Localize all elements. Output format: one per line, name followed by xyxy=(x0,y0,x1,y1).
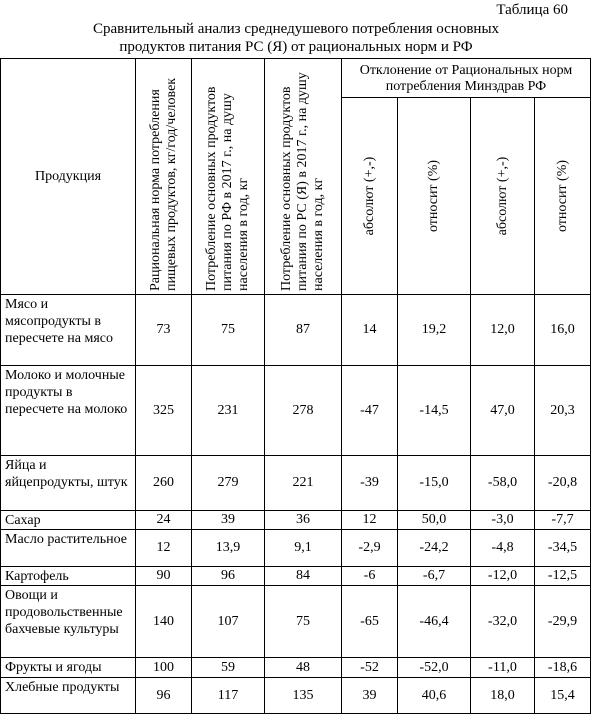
rf-value: 117 xyxy=(192,678,265,714)
abs1-value: 14 xyxy=(342,295,398,366)
norm-value: 73 xyxy=(136,295,192,366)
abs2-value: -4,8 xyxy=(471,530,535,567)
abs1-value: -52 xyxy=(342,658,398,678)
header-abs-2: абсолют (+,-) xyxy=(471,98,535,295)
rs-value: 135 xyxy=(265,678,342,714)
rf-value: 39 xyxy=(192,511,265,530)
rel2-value: -12,5 xyxy=(535,567,591,586)
product-name: Яйца и яйцепродукты, штук xyxy=(1,456,136,511)
table-row xyxy=(1,530,591,567)
abs2-value: -32,0 xyxy=(471,586,535,658)
header-rel-1: относит (%) xyxy=(398,98,471,295)
product-name: Молоко и молочные продукты в пересчете на молоко xyxy=(1,366,136,456)
norm-value: 12 xyxy=(136,530,192,567)
abs1-value: 39 xyxy=(342,678,398,714)
product-name: Мясо и мясопродукты в пересчете на мясо xyxy=(1,295,136,366)
abs2-value: -12,0 xyxy=(471,567,535,586)
table-title xyxy=(0,20,592,56)
rel1-value: -14,5 xyxy=(398,366,471,456)
abs2-value: -3,0 xyxy=(471,511,535,530)
rel2-value: 15,4 xyxy=(535,678,591,714)
header-norm: Рациональная норма потребления пищевых продуктов, кг/год/человек xyxy=(136,59,192,295)
abs1-value: -39 xyxy=(342,456,398,511)
norm-value: 260 xyxy=(136,456,192,511)
abs1-value: -65 xyxy=(342,586,398,658)
abs2-value: 18,0 xyxy=(471,678,535,714)
rs-value: 36 xyxy=(265,511,342,530)
rel1-value: -46,4 xyxy=(398,586,471,658)
header-rel-2: относит (%) xyxy=(535,98,591,295)
abs1-value: -2,9 xyxy=(342,530,398,567)
rs-value: 84 xyxy=(265,567,342,586)
rs-value: 87 xyxy=(265,295,342,366)
table-row xyxy=(1,567,591,586)
abs2-value: 12,0 xyxy=(471,295,535,366)
product-name: Картофель xyxy=(1,567,136,586)
table-number: Таблица 60 xyxy=(496,2,568,18)
rel2-value: -20,8 xyxy=(535,456,591,511)
rf-value: 107 xyxy=(192,586,265,658)
rel2-value: 20,3 xyxy=(535,366,591,456)
rel2-value: -34,5 xyxy=(535,530,591,567)
norm-value: 325 xyxy=(136,366,192,456)
rf-value: 96 xyxy=(192,567,265,586)
norm-value: 100 xyxy=(136,658,192,678)
rel2-value: 16,0 xyxy=(535,295,591,366)
header-deviation: Отклонение от Рациональных норм потребления Минздрав РФ xyxy=(342,59,591,98)
rf-value: 75 xyxy=(192,295,265,366)
rel1-value: 50,0 xyxy=(398,511,471,530)
rs-value: 48 xyxy=(265,658,342,678)
rf-value: 279 xyxy=(192,456,265,511)
norm-value: 96 xyxy=(136,678,192,714)
table-row xyxy=(1,456,591,511)
header-rs: Потребление основных продуктов питания по РС (Я) в 2017 г., на душу населения в год, кг xyxy=(265,59,342,295)
product-name: Сахар xyxy=(1,511,136,530)
norm-value: 90 xyxy=(136,567,192,586)
rf-value: 13,9 xyxy=(192,530,265,567)
rs-value: 278 xyxy=(265,366,342,456)
header-product: Продукция xyxy=(1,59,136,295)
rel1-value: -6,7 xyxy=(398,567,471,586)
title-line-2: продуктов питания РС (Я) от рациональных норм и РФ xyxy=(119,39,473,55)
product-name: Хлебные продукты xyxy=(1,678,136,714)
rel1-value: -24,2 xyxy=(398,530,471,567)
norm-value: 140 xyxy=(136,586,192,658)
abs1-value: -6 xyxy=(342,567,398,586)
table-row xyxy=(1,366,591,456)
abs2-value: -11,0 xyxy=(471,658,535,678)
rel1-value: 40,6 xyxy=(398,678,471,714)
rs-value: 75 xyxy=(265,586,342,658)
abs2-value: 47,0 xyxy=(471,366,535,456)
consumption-table xyxy=(0,58,591,714)
rs-value: 9,1 xyxy=(265,530,342,567)
abs1-value: -47 xyxy=(342,366,398,456)
rel2-value: -29,9 xyxy=(535,586,591,658)
rs-value: 221 xyxy=(265,456,342,511)
table-row xyxy=(1,658,591,678)
rel2-value: -7,7 xyxy=(535,511,591,530)
header-abs-1: абсолют (+,-) xyxy=(342,98,398,295)
product-name: Масло растительное xyxy=(1,530,136,567)
rel1-value: -15,0 xyxy=(398,456,471,511)
product-name: Фрукты и ягоды xyxy=(1,658,136,678)
table-row xyxy=(1,678,591,714)
rf-value: 231 xyxy=(192,366,265,456)
table-row xyxy=(1,511,591,530)
header-rf: Потребление основных продуктов питания по РФ в 2017 г., на душу населения в год, кг xyxy=(192,59,265,295)
table-row xyxy=(1,586,591,658)
rf-value: 59 xyxy=(192,658,265,678)
title-line-1: Сравнительный анализ среднедушевого потребления основных xyxy=(92,21,500,37)
rel2-value: -18,6 xyxy=(535,658,591,678)
abs2-value: -58,0 xyxy=(471,456,535,511)
norm-value: 24 xyxy=(136,511,192,530)
abs1-value: 12 xyxy=(342,511,398,530)
product-name: Овощи и продовольственные бахчевые культуры xyxy=(1,586,136,658)
rel1-value: 19,2 xyxy=(398,295,471,366)
rel1-value: -52,0 xyxy=(398,658,471,678)
